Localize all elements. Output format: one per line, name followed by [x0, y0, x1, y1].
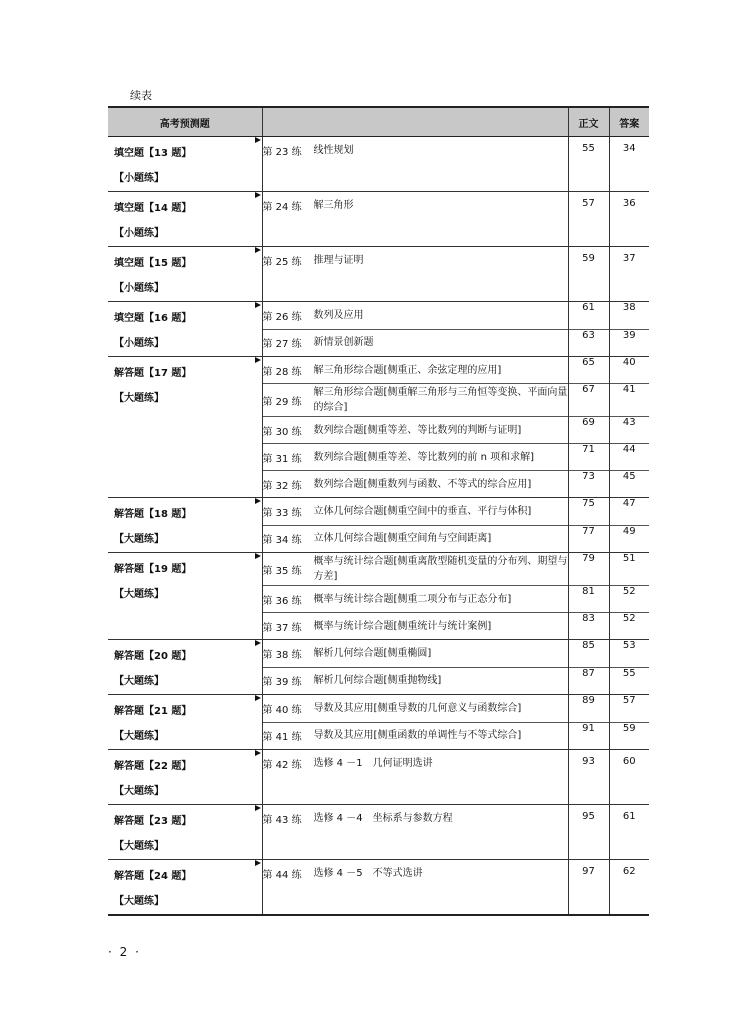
table-row	[108, 247, 649, 302]
lesson-number: 第 26 练	[262, 311, 302, 323]
answer-page-number: 51	[609, 553, 649, 586]
question-type-label: 解答题【21 题】	[114, 706, 192, 717]
header-answer-page: 答案	[609, 107, 649, 137]
text-page-number: 87	[568, 667, 609, 695]
table-row	[108, 640, 649, 668]
arrow-cell	[255, 247, 262, 302]
contents-table	[108, 106, 649, 916]
lesson-number: 第 29 练	[262, 396, 302, 408]
practice-type-label: 【大题练】	[114, 731, 164, 742]
answer-page-number: 45	[609, 471, 649, 498]
question-type-cell	[108, 247, 255, 302]
table-caption: 续表	[130, 89, 152, 102]
question-type-cell	[108, 805, 255, 860]
answer-page-number: 37	[609, 247, 649, 302]
practice-type-label: 【大题练】	[114, 534, 164, 545]
lesson-title: 选修 4 －5 不等式选讲	[313, 868, 423, 879]
arrow-right-icon	[255, 750, 261, 756]
text-page-number: 69	[568, 417, 609, 444]
answer-page-number: 55	[609, 667, 649, 695]
question-group	[108, 640, 649, 695]
lesson-title: 解三角形	[313, 200, 354, 211]
text-page-number: 95	[568, 805, 609, 860]
lesson-number: 第 39 练	[262, 677, 302, 688]
question-type-label: 填空题【14 题】	[114, 203, 192, 214]
lesson-title: 解析几何综合题[侧重抛物线]	[313, 675, 442, 686]
lesson-title: 数列综合题[侧重数列与函数、不等式的综合应用]	[313, 478, 532, 490]
answer-page-number: 40	[609, 357, 649, 384]
question-type-label: 填空题【13 题】	[114, 148, 192, 159]
question-type-label: 解答题【24 题】	[114, 871, 192, 882]
text-page-number: 79	[568, 553, 609, 586]
text-page-number: 83	[568, 613, 609, 640]
question-group	[108, 302, 649, 357]
question-type-cell	[108, 860, 255, 916]
lesson-cell	[262, 417, 568, 444]
answer-page-number: 52	[609, 613, 649, 640]
lesson-number: 第 34 练	[262, 535, 302, 546]
header-question-type: 高考预测题	[108, 107, 262, 137]
lesson-cell	[262, 860, 568, 916]
arrow-cell	[255, 860, 262, 916]
practice-type-label: 【大题练】	[114, 393, 164, 404]
lesson-cell	[262, 525, 568, 553]
table-row	[108, 553, 649, 586]
text-page-number: 91	[568, 722, 609, 750]
practice-type-label: 【大题练】	[114, 841, 164, 852]
answer-page-number: 39	[609, 329, 649, 357]
lesson-cell	[262, 722, 568, 750]
question-type-label: 解答题【23 题】	[114, 816, 192, 827]
arrow-right-icon	[255, 695, 261, 701]
text-page-number: 93	[568, 750, 609, 805]
lesson-cell	[262, 384, 568, 417]
arrow-cell	[255, 137, 262, 192]
arrow-right-icon	[255, 498, 261, 504]
lesson-cell	[262, 667, 568, 695]
question-type-cell	[108, 640, 255, 695]
text-page-number: 57	[568, 192, 609, 247]
arrow-cell	[255, 750, 262, 805]
lesson-number: 第 43 练	[262, 815, 302, 826]
lesson-cell	[262, 302, 568, 330]
lesson-cell	[262, 137, 568, 192]
lesson-title: 数列综合题[侧重等差、等比数列的判断与证明]	[313, 424, 522, 436]
lesson-cell	[262, 640, 568, 668]
question-type-cell	[108, 695, 255, 750]
text-page-number: 81	[568, 586, 609, 613]
question-group	[108, 860, 649, 916]
practice-type-label: 【小题练】	[114, 228, 164, 239]
answer-page-number: 52	[609, 586, 649, 613]
question-group	[108, 357, 649, 498]
arrow-right-icon	[255, 137, 261, 143]
lesson-number: 第 23 练	[262, 147, 302, 158]
practice-type-label: 【大题练】	[114, 896, 164, 907]
question-type-label: 填空题【16 题】	[114, 313, 192, 324]
answer-page-number: 57	[609, 695, 649, 723]
arrow-cell	[255, 640, 262, 695]
question-group	[108, 553, 649, 640]
lesson-cell	[262, 695, 568, 723]
lesson-title: 解三角形综合题[侧重正、余弦定理的应用]	[313, 364, 502, 376]
arrow-right-icon	[255, 247, 261, 253]
lesson-number: 第 37 练	[262, 622, 302, 634]
question-type-label: 填空题【15 题】	[114, 258, 192, 269]
answer-page-number: 53	[609, 640, 649, 668]
table-row	[108, 498, 649, 526]
practice-type-label: 【大题练】	[114, 589, 164, 600]
answer-page-number: 43	[609, 417, 649, 444]
text-page-number: 73	[568, 471, 609, 498]
lesson-title: 概率与统计综合题[侧重离散型随机变量的分布列、期望与方差]	[313, 556, 568, 582]
answer-page-number: 59	[609, 722, 649, 750]
lesson-cell	[262, 553, 568, 586]
practice-type-label: 【大题练】	[114, 786, 164, 797]
table-row	[108, 137, 649, 192]
lesson-title: 新情景创新题	[313, 337, 374, 348]
text-page-number: 59	[568, 247, 609, 302]
arrow-cell	[255, 498, 262, 553]
lesson-title: 导数及其应用[侧重函数的单调性与不等式综合]	[313, 730, 522, 741]
lesson-number: 第 30 练	[262, 426, 302, 438]
lesson-number: 第 36 练	[262, 595, 302, 607]
table-row	[108, 302, 649, 330]
arrow-cell	[255, 192, 262, 247]
lesson-cell	[262, 357, 568, 384]
question-type-cell	[108, 192, 255, 247]
table-row	[108, 805, 649, 860]
header-text-page: 正文	[568, 107, 609, 137]
lesson-number: 第 32 练	[262, 480, 302, 492]
question-group	[108, 498, 649, 553]
arrow-cell	[255, 695, 262, 750]
arrow-right-icon	[255, 302, 261, 308]
question-type-label: 解答题【17 题】	[114, 368, 192, 379]
question-type-cell	[108, 137, 255, 192]
answer-page-number: 41	[609, 384, 649, 417]
lesson-number: 第 41 练	[262, 732, 302, 743]
answer-page-number: 44	[609, 444, 649, 471]
lesson-title: 概率与统计综合题[侧重统计与统计案例]	[313, 620, 492, 632]
lesson-title: 数列及应用	[313, 309, 364, 321]
answer-page-number: 61	[609, 805, 649, 860]
table-row	[108, 357, 649, 384]
question-group	[108, 137, 649, 192]
arrow-cell	[255, 302, 262, 357]
text-page-number: 65	[568, 357, 609, 384]
text-page-number: 55	[568, 137, 609, 192]
lesson-title: 选修 4 －4 坐标系与参数方程	[313, 813, 453, 824]
arrow-right-icon	[255, 805, 261, 811]
text-page-number: 63	[568, 329, 609, 357]
lesson-cell	[262, 247, 568, 302]
answer-page-number: 60	[609, 750, 649, 805]
lesson-title: 推理与证明	[313, 255, 364, 266]
text-page-number: 85	[568, 640, 609, 668]
lesson-cell	[262, 586, 568, 613]
lesson-title: 选修 4 －1 几何证明选讲	[313, 758, 433, 769]
lesson-title: 立体几何综合题[侧重空间角与空间距离]	[313, 533, 492, 544]
question-type-label: 解答题【18 题】	[114, 509, 192, 520]
answer-page-number: 49	[609, 525, 649, 553]
question-group	[108, 750, 649, 805]
answer-page-number: 38	[609, 302, 649, 330]
answer-page-number: 62	[609, 860, 649, 916]
lesson-number: 第 33 练	[262, 507, 302, 519]
lesson-number: 第 42 练	[262, 760, 302, 771]
lesson-title: 导数及其应用[侧重导数的几何意义与函数综合]	[313, 702, 522, 714]
question-type-cell	[108, 357, 255, 498]
question-group	[108, 805, 649, 860]
lesson-cell	[262, 471, 568, 498]
practice-type-label: 【小题练】	[114, 338, 164, 349]
text-page-number: 67	[568, 384, 609, 417]
lesson-cell	[262, 750, 568, 805]
arrow-cell	[255, 357, 262, 498]
arrow-right-icon	[255, 553, 261, 559]
lesson-number: 第 35 练	[262, 565, 302, 577]
question-group	[108, 247, 649, 302]
text-page-number: 75	[568, 498, 609, 526]
lesson-title: 解析几何综合题[侧重椭圆]	[313, 647, 432, 659]
text-page-number: 77	[568, 525, 609, 553]
table-row	[108, 750, 649, 805]
question-group	[108, 695, 649, 750]
lesson-cell	[262, 444, 568, 471]
question-type-label: 解答题【19 题】	[114, 564, 192, 575]
header-lesson	[262, 107, 568, 137]
lesson-title: 线性规划	[313, 145, 354, 156]
arrow-right-icon	[255, 192, 261, 198]
lesson-number: 第 44 练	[262, 870, 302, 881]
lesson-cell	[262, 192, 568, 247]
lesson-cell	[262, 498, 568, 526]
lesson-number: 第 40 练	[262, 704, 302, 716]
text-page-number: 71	[568, 444, 609, 471]
lesson-cell	[262, 613, 568, 640]
answer-page-number: 34	[609, 137, 649, 192]
question-type-label: 解答题【22 题】	[114, 761, 192, 772]
page-number: · 2 ·	[108, 945, 141, 959]
table-row	[108, 860, 649, 916]
header-row	[108, 107, 649, 137]
answer-page-number: 36	[609, 192, 649, 247]
text-page-number: 89	[568, 695, 609, 723]
lesson-title: 数列综合题[侧重等差、等比数列的前 n 项和求解]	[313, 451, 534, 463]
practice-type-label: 【小题练】	[114, 173, 164, 184]
text-page-number: 97	[568, 860, 609, 916]
question-type-label: 解答题【20 题】	[114, 651, 192, 662]
question-type-cell	[108, 302, 255, 357]
lesson-number: 第 27 练	[262, 339, 302, 350]
practice-type-label: 【小题练】	[114, 283, 164, 294]
lesson-cell	[262, 329, 568, 357]
arrow-cell	[255, 805, 262, 860]
lesson-title: 概率与统计综合题[侧重二项分布与正态分布]	[313, 593, 512, 605]
question-type-cell	[108, 553, 255, 640]
table-row	[108, 695, 649, 723]
lesson-number: 第 31 练	[262, 453, 302, 465]
text-page-number: 61	[568, 302, 609, 330]
lesson-number: 第 25 练	[262, 257, 302, 268]
lesson-number: 第 24 练	[262, 202, 302, 213]
arrow-right-icon	[255, 357, 261, 363]
lesson-number: 第 38 练	[262, 649, 302, 661]
question-group	[108, 192, 649, 247]
lesson-cell	[262, 805, 568, 860]
arrow-cell	[255, 553, 262, 640]
lesson-title: 解三角形综合题[侧重解三角形与三角恒等变换、平面向量的综合]	[313, 387, 568, 413]
question-type-cell	[108, 750, 255, 805]
arrow-right-icon	[255, 640, 261, 646]
lesson-title: 立体几何综合题[侧重空间中的垂直、平行与体积]	[313, 505, 532, 517]
question-type-cell	[108, 498, 255, 553]
answer-page-number: 47	[609, 498, 649, 526]
lesson-number: 第 28 练	[262, 366, 302, 378]
arrow-right-icon	[255, 860, 261, 866]
table-row	[108, 192, 649, 247]
practice-type-label: 【大题练】	[114, 676, 164, 687]
